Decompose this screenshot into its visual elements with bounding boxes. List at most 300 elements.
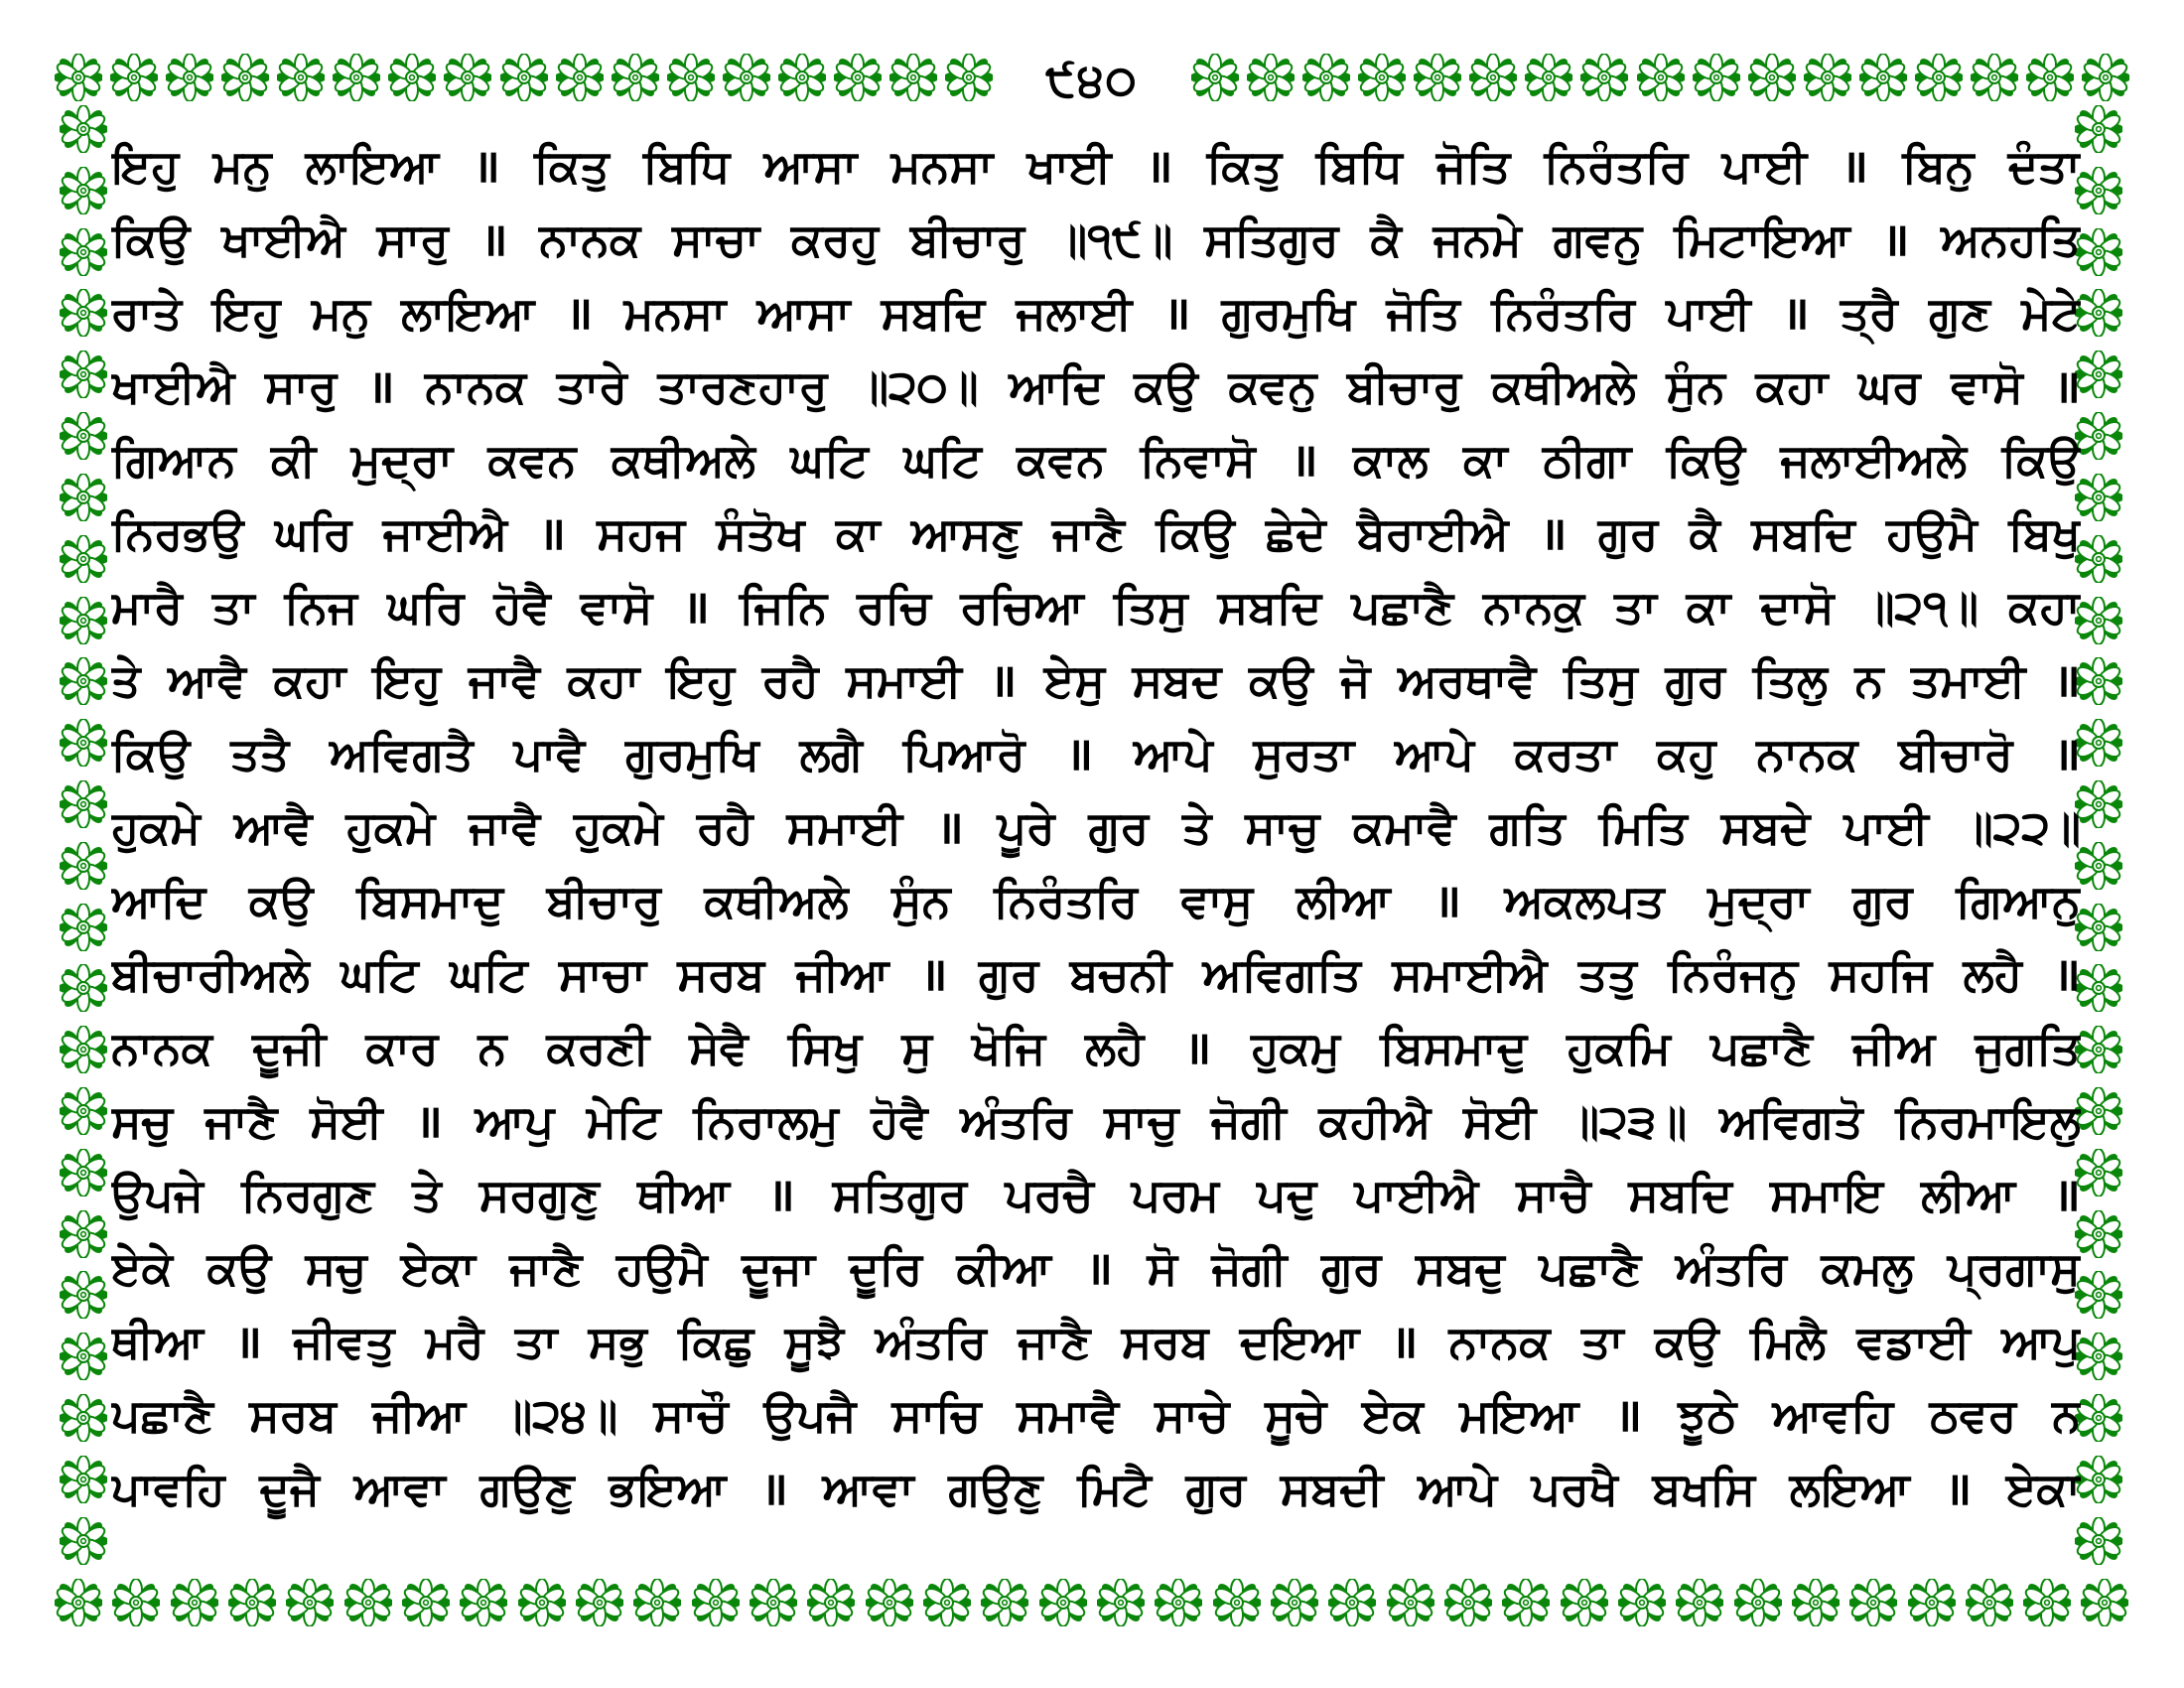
word: ਲਗੈ bbox=[799, 727, 863, 780]
word: ਮਇਆ bbox=[1459, 1388, 1579, 1442]
word: ਸੁਰਤਾ bbox=[1253, 727, 1355, 780]
word: ਸੁੰਨ bbox=[891, 874, 951, 927]
word: ਬਿਨੁ bbox=[1902, 139, 1975, 193]
word: ਮਾਰੈ bbox=[111, 580, 183, 633]
flower-ornament-icon bbox=[633, 1579, 681, 1626]
flower-ornament-icon bbox=[923, 1579, 971, 1626]
flower-ornament-icon bbox=[60, 105, 107, 153]
word: ਪਰਖੈ bbox=[1531, 1462, 1618, 1515]
word: ਕਥੀਅਲੇ bbox=[704, 874, 849, 927]
word: ਨਿਵਾਸੋ bbox=[1140, 433, 1256, 487]
flower-ornament-icon bbox=[60, 842, 107, 890]
flower-ornament-icon bbox=[2075, 1333, 2122, 1380]
flower-ornament-icon bbox=[60, 780, 107, 828]
text-line bbox=[111, 864, 2081, 937]
word: ਸਰਬ bbox=[1121, 1315, 1209, 1368]
word: ਤਤੁ bbox=[1577, 947, 1637, 1001]
word: ਤਿਸੁ bbox=[1563, 653, 1638, 707]
word: ਸਾਚਿ bbox=[891, 1388, 982, 1442]
word: ਜੋਤਿ bbox=[1436, 139, 1511, 193]
flower-ornament-icon bbox=[286, 1579, 334, 1626]
word: ਸਾਚੇ bbox=[1155, 1388, 1230, 1442]
flower-ornament-icon bbox=[1966, 1579, 2013, 1626]
flower-ornament-icon bbox=[60, 719, 107, 767]
word: ਸੂਚੇ bbox=[1265, 1388, 1326, 1442]
word: ਕਾ bbox=[836, 506, 881, 560]
word: ॥ bbox=[1145, 139, 1173, 193]
flower-ornament-icon bbox=[60, 1087, 107, 1135]
flower-ornament-icon bbox=[1908, 1579, 1956, 1626]
text-line bbox=[111, 717, 2081, 790]
word: ਗੁਰਮੁਖਿ bbox=[1221, 286, 1356, 340]
flower-ornament-icon bbox=[2075, 1271, 2122, 1319]
word: ਕਮਾਵੈ bbox=[1352, 800, 1456, 854]
word: ਕਿਤੁ bbox=[534, 139, 610, 193]
word: ॥ bbox=[366, 359, 395, 413]
word: ਅੰਤਰਿ bbox=[1675, 1241, 1788, 1295]
flower-ornament-icon bbox=[333, 54, 380, 101]
word: ਪਦੁ bbox=[1257, 1168, 1317, 1221]
word: ਜਾਵੈ bbox=[469, 800, 541, 854]
word: ਜਾਣੈ bbox=[1051, 506, 1125, 560]
text-line bbox=[111, 1011, 2081, 1084]
word: ਸਰਗੁਣੁ bbox=[478, 1168, 600, 1221]
word: ਸੂਝੈ bbox=[784, 1315, 845, 1368]
flower-ornament-icon bbox=[2075, 228, 2122, 276]
word: ਲਾਇਆ bbox=[305, 139, 439, 193]
word: ਅਰਥਾਵੈ bbox=[1398, 653, 1537, 707]
word: ਸੋਈ bbox=[310, 1094, 383, 1148]
word: ਤਾ bbox=[1614, 580, 1657, 633]
flower-ornament-icon bbox=[112, 1579, 160, 1626]
word: ਜਨਮੇ bbox=[1433, 212, 1522, 266]
word: ਦੂਰਿ bbox=[849, 1241, 923, 1295]
flower-ornament-icon bbox=[692, 1579, 740, 1626]
word: ਦੂਜੀ bbox=[252, 1021, 327, 1074]
flower-ornament-icon bbox=[444, 54, 491, 101]
word: ਗੁਰ bbox=[1665, 653, 1725, 707]
flower-ornament-icon bbox=[723, 54, 770, 101]
flower-ornament-icon bbox=[1849, 1579, 1897, 1626]
word: ਲੀਆ bbox=[1296, 874, 1391, 927]
word: ਲਾਇਆ bbox=[401, 286, 535, 340]
word: ਗੁਰਮੁਖਿ bbox=[624, 727, 759, 780]
word: ਗਉਣੁ bbox=[948, 1462, 1043, 1515]
word: ਜੀਅ bbox=[1852, 1021, 1936, 1074]
word: ॥ bbox=[1881, 212, 1910, 266]
flower-ornament-icon bbox=[60, 657, 107, 705]
word: ਭਇਆ bbox=[609, 1462, 727, 1515]
flower-ornament-icon bbox=[2075, 412, 2122, 460]
word: ਤ੍ਰੈ bbox=[1840, 286, 1898, 340]
word: ਸਾਚਾ bbox=[558, 947, 646, 1001]
flower-ornament-icon bbox=[60, 474, 107, 521]
word: ਤਿਲੁ bbox=[1752, 653, 1828, 707]
word: ਸੰਤੋਖ bbox=[716, 506, 805, 560]
word: ਪ੍ਰਗਾਸੁ bbox=[1947, 1241, 2081, 1295]
word: ਹੁਕਮੇ bbox=[345, 800, 436, 854]
flower-ornament-icon bbox=[2075, 289, 2122, 337]
word: ਸੇਵੈ bbox=[689, 1021, 749, 1074]
word: ਅਵਿਗਤੋ bbox=[1718, 1094, 1863, 1148]
flower-ornament-icon bbox=[778, 54, 826, 101]
word: ਬਿਧਿ bbox=[642, 139, 731, 193]
word: ਕਉ bbox=[1654, 1315, 1719, 1368]
word: ਥੀਆ bbox=[111, 1315, 205, 1368]
flower-ornament-icon bbox=[60, 904, 107, 951]
flower-ornament-icon bbox=[1580, 54, 1628, 101]
word: ਰਹੈ bbox=[696, 800, 753, 854]
word: ਆਵਹਿ bbox=[1772, 1388, 1894, 1442]
word: ਤਾਰਣਹਾਰੁ bbox=[657, 359, 828, 413]
word: ਤੇ bbox=[1181, 800, 1212, 854]
word: ਜੀਆ bbox=[372, 1388, 467, 1442]
word: ਆਪੁ bbox=[475, 1094, 555, 1148]
flower-ornament-icon bbox=[60, 1210, 107, 1258]
word: ਲਇਆ bbox=[1789, 1462, 1910, 1515]
word: ਕਿਉ bbox=[1156, 506, 1235, 560]
word: ॥ bbox=[2053, 359, 2081, 413]
word: ਨਿਰੰਜਨੁ bbox=[1668, 947, 1799, 1001]
word: ਗਿਆਨ bbox=[111, 433, 236, 487]
word: ਮਿਲੈ bbox=[1749, 1315, 1827, 1368]
word: ਕਵਨ bbox=[487, 433, 577, 487]
word: ॥੨੦॥ bbox=[858, 359, 979, 413]
word: ਨ bbox=[2052, 1388, 2081, 1442]
word: ਲੀਆ bbox=[1921, 1168, 2016, 1221]
word: ॥੨੧॥ bbox=[1863, 580, 1979, 633]
flower-ornament-icon bbox=[1748, 54, 1796, 101]
word: ॥ bbox=[989, 653, 1018, 707]
flower-ornament-icon bbox=[556, 54, 604, 101]
word: ਨਿਰਭਉ bbox=[111, 506, 244, 560]
word: ਏਕਾ bbox=[400, 1241, 476, 1295]
flower-ornament-icon bbox=[60, 1333, 107, 1380]
word: ਪਛਾਣੈ bbox=[111, 1388, 213, 1442]
word: ਸਬਦੇ bbox=[1720, 800, 1811, 854]
word: ਘਰ bbox=[1857, 359, 1921, 413]
word: ਪਾਈ bbox=[1843, 800, 1929, 854]
flower-ornament-icon bbox=[221, 54, 269, 101]
flower-ornament-icon bbox=[60, 1394, 107, 1442]
word: ਖਾਈਐ bbox=[111, 359, 235, 413]
word: ॥ bbox=[919, 947, 948, 1001]
word: ਥੀਆ bbox=[636, 1168, 731, 1221]
flower-ornament-icon bbox=[2023, 1579, 2071, 1626]
flower-ornament-icon bbox=[60, 167, 107, 214]
word: ਕਹੀਐ bbox=[1318, 1094, 1432, 1148]
flower-ornament-icon bbox=[1328, 1579, 1376, 1626]
word: ਸਮਾਈਐ bbox=[1392, 947, 1548, 1001]
word: ਸੁੰਨ bbox=[1666, 359, 1725, 413]
border-top bbox=[55, 50, 2129, 105]
word: ਮਿਟੈ bbox=[1077, 1462, 1152, 1515]
word: ਜਲਾਈ bbox=[1016, 286, 1133, 340]
word: ਸੋ bbox=[1147, 1241, 1178, 1295]
flower-ornament-icon bbox=[807, 1579, 855, 1626]
word: ॥ bbox=[1162, 286, 1191, 340]
word: ॥ bbox=[415, 1094, 443, 1148]
text-line bbox=[111, 1305, 2081, 1378]
text-line bbox=[111, 643, 2081, 717]
word: ਬੀਚਾਰੀਅਲੇ bbox=[111, 947, 310, 1001]
word: ਉਪਜੇ bbox=[111, 1168, 204, 1221]
text-line bbox=[111, 1158, 2081, 1231]
word: ਅੰਤਰਿ bbox=[875, 1315, 987, 1368]
word: ਨਿਰੰਤਰਿ bbox=[1544, 139, 1689, 193]
flower-ornament-icon bbox=[1358, 54, 1406, 101]
word: ਜਾਣੈ bbox=[205, 1094, 278, 1148]
word: ਜਾਈਐ bbox=[382, 506, 508, 560]
flower-ornament-icon bbox=[2075, 105, 2122, 153]
word: ਸੋਈ bbox=[1463, 1094, 1537, 1148]
flower-ornament-icon bbox=[2075, 1026, 2122, 1073]
word: ॥ bbox=[565, 286, 594, 340]
word: ਮੇਟੇ bbox=[2021, 286, 2081, 340]
word: ਕਾ bbox=[1686, 580, 1731, 633]
word: ਆਵਾ bbox=[822, 1462, 914, 1515]
word: ਜਾਣੈ bbox=[1018, 1315, 1091, 1368]
word: ਸਹਜਿ bbox=[1829, 947, 1933, 1001]
flower-ornament-icon bbox=[1302, 54, 1350, 101]
word: ਘਟਿ bbox=[341, 947, 419, 1001]
word: ਨਿਰੰਤਰਿ bbox=[994, 874, 1138, 927]
text-line bbox=[111, 350, 2081, 423]
flower-ornament-icon bbox=[866, 1579, 913, 1626]
word: ਲਹੈ bbox=[1963, 947, 2022, 1001]
word: ਜਲਾਈਅਲੇ bbox=[1780, 433, 1968, 487]
word: ॥ bbox=[1291, 433, 1318, 487]
word: ਸਾਚੁ bbox=[1104, 1094, 1179, 1148]
flower-ornament-icon bbox=[55, 54, 102, 101]
word: ਆਪੁ bbox=[2001, 1315, 2081, 1368]
word: ਨਿਰੰਤਰਿ bbox=[1491, 286, 1635, 340]
word: ਦੂਜਾ bbox=[742, 1241, 815, 1295]
word: ਮਨੁ bbox=[212, 139, 272, 193]
word: ਨਾਨਕ bbox=[1756, 727, 1858, 780]
word: ਨਾਨਕ bbox=[539, 212, 641, 266]
word: ਪਾਈ bbox=[1721, 139, 1808, 193]
word: ਹਉਮੈ bbox=[1886, 506, 1978, 560]
word: ਅਵਿਗਤੈ bbox=[330, 727, 474, 780]
word: ਪਾਵਹਿ bbox=[111, 1462, 225, 1515]
text-line bbox=[111, 276, 2081, 350]
word: ॥ bbox=[767, 1168, 795, 1221]
word: ਵਾਸੁ bbox=[1180, 874, 1254, 927]
flower-ornament-icon bbox=[460, 1579, 507, 1626]
flower-ornament-icon bbox=[2075, 597, 2122, 644]
word: ਗੁਰ bbox=[1597, 506, 1659, 560]
word: ਨਿਰਮਾਇਲੁ bbox=[1895, 1094, 2081, 1148]
text-line bbox=[111, 203, 2081, 276]
word: ਨ bbox=[478, 1021, 507, 1074]
word: ਬੀਚਾਰੁ bbox=[1346, 359, 1462, 413]
word: ਜਾਵੈ bbox=[468, 653, 540, 707]
flower-ornament-icon bbox=[2075, 1210, 2122, 1258]
flower-ornament-icon bbox=[60, 1026, 107, 1073]
flower-ornament-icon bbox=[2075, 474, 2122, 521]
text-line bbox=[111, 1452, 2081, 1525]
word: ਤਾ bbox=[1580, 1315, 1624, 1368]
flower-ornament-icon bbox=[1792, 1579, 1840, 1626]
word: ਆਪੇ bbox=[1395, 727, 1474, 780]
flower-ornament-icon bbox=[1271, 1579, 1318, 1626]
word: ਮੇਟਿ bbox=[586, 1094, 661, 1148]
word: ਇਹੁ bbox=[111, 139, 180, 193]
word: ਜੋਤਿ bbox=[1386, 286, 1460, 340]
flower-ornament-icon bbox=[1971, 54, 2018, 101]
word: ॥੨੪॥ bbox=[501, 1388, 618, 1442]
word: ॥ bbox=[682, 580, 710, 633]
word: ॥ bbox=[2053, 727, 2081, 780]
border-bottom bbox=[55, 1575, 2129, 1630]
word: ਕਾਰ bbox=[365, 1021, 439, 1074]
word: ਸਚੁ bbox=[111, 1094, 173, 1148]
flower-ornament-icon bbox=[1804, 54, 1851, 101]
word: ਸਰਬ bbox=[677, 947, 765, 1001]
flower-ornament-icon bbox=[2081, 1579, 2128, 1626]
word: ਸਚੁ bbox=[305, 1241, 367, 1295]
flower-ornament-icon bbox=[60, 597, 107, 644]
word: ॥ bbox=[2053, 1168, 2081, 1221]
word: ਆਵੈ bbox=[233, 800, 313, 854]
word: ॥ bbox=[2053, 653, 2081, 707]
word: ॥ bbox=[473, 139, 500, 193]
flower-ornament-icon bbox=[60, 535, 107, 583]
flower-ornament-icon bbox=[1213, 1579, 1261, 1626]
word: ਠਵਰ bbox=[1929, 1388, 2017, 1442]
word: ॥ bbox=[1539, 506, 1568, 560]
flower-ornament-icon bbox=[2075, 1456, 2122, 1503]
word: ॥ bbox=[1944, 1462, 1973, 1515]
word: ॥ bbox=[1085, 1241, 1113, 1295]
word: ਸਬਦਿ bbox=[1751, 506, 1855, 560]
word: ਕਹਾ bbox=[273, 653, 346, 707]
word: ਗਉਣੁ bbox=[479, 1462, 575, 1515]
word: ਰਹੈ bbox=[761, 653, 819, 707]
flower-ornament-icon bbox=[750, 1579, 797, 1626]
word: ਠੀਗਾ bbox=[1542, 433, 1632, 487]
word: ਸੁ bbox=[901, 1021, 933, 1074]
word: ਪਿਆਰੋ bbox=[902, 727, 1025, 780]
word: ਇਹੁ bbox=[212, 286, 281, 340]
word: ਆਵੈ bbox=[168, 653, 246, 707]
text-line bbox=[111, 570, 2081, 643]
word: ਪਛਾਣੈ bbox=[1710, 1021, 1813, 1074]
word: ਕੀਆ bbox=[956, 1241, 1051, 1295]
word: ਕਿਛੁ bbox=[677, 1315, 754, 1368]
flower-ornament-icon bbox=[889, 54, 937, 101]
word: ਕਰਣੀ bbox=[546, 1021, 650, 1074]
flower-ornament-icon bbox=[1469, 54, 1517, 101]
word: ਗਿਆਨੁ bbox=[1956, 874, 2081, 927]
word: ਕਹਾ bbox=[2008, 580, 2081, 633]
word: ਖੋਜਿ bbox=[972, 1021, 1046, 1074]
flower-ornament-icon bbox=[2075, 904, 2122, 951]
word: ਜਾਣੈ bbox=[509, 1241, 583, 1295]
flower-ornament-icon bbox=[518, 1579, 566, 1626]
word: ਬਿਧਿ bbox=[1315, 139, 1403, 193]
word: ਆਦਿ bbox=[1009, 359, 1104, 413]
word: ਦਇਆ bbox=[1239, 1315, 1360, 1368]
word: ਕਰਹੁ bbox=[791, 212, 880, 266]
word: ਤਾ bbox=[514, 1315, 558, 1368]
word: ਤਾਰੇ bbox=[556, 359, 627, 413]
word: ਕਉ bbox=[1249, 653, 1313, 707]
word: ਕਹਾ bbox=[567, 653, 640, 707]
word: ਨਾਨਕ bbox=[425, 359, 527, 413]
word: ਸਮਾਇ bbox=[1770, 1168, 1884, 1221]
word: ਅਕਲਪਤ bbox=[1504, 874, 1665, 927]
word: ਗੁਰ bbox=[1320, 1241, 1382, 1295]
word: ਸਮਾਵੈ bbox=[1017, 1388, 1120, 1442]
flower-ornament-icon bbox=[2075, 1394, 2122, 1442]
word: ਅੰਤਰਿ bbox=[960, 1094, 1072, 1148]
word: ਘਟਿ bbox=[450, 947, 528, 1001]
word: ਗਵਨੁ bbox=[1553, 212, 1643, 266]
word: ਮਨੁ bbox=[311, 286, 370, 340]
word: ॥ bbox=[936, 800, 964, 854]
word: ਹੋਵੈ bbox=[871, 1094, 928, 1148]
flower-ornament-icon bbox=[60, 1456, 107, 1503]
flower-ornament-icon bbox=[612, 54, 659, 101]
flower-ornament-icon bbox=[60, 1149, 107, 1196]
flower-ornament-icon bbox=[55, 1579, 102, 1626]
word: ਕਿਉ bbox=[1666, 433, 1746, 487]
word: ਅਨਹਤਿ bbox=[1941, 212, 2081, 266]
flower-ornament-icon bbox=[2082, 54, 2129, 101]
border-right bbox=[2075, 105, 2122, 1565]
word: ਸਾਚਾ bbox=[672, 212, 760, 266]
word: ਪਾਵੈ bbox=[513, 727, 586, 780]
word: ਝੂਠੇ bbox=[1678, 1388, 1737, 1442]
word: ਬਿਖੁ bbox=[2008, 506, 2081, 560]
flower-ornament-icon bbox=[60, 964, 107, 1012]
word: ਕੈ bbox=[1689, 506, 1720, 560]
word: ਸਾਚੁ bbox=[1245, 800, 1320, 854]
word: ਨਾਨਕ bbox=[1448, 1315, 1551, 1368]
word: ਬਿਸਮਾਦੁ bbox=[1380, 1021, 1528, 1074]
word: ਤਮਾਈ bbox=[1911, 653, 2026, 707]
word: ॥ bbox=[2053, 947, 2081, 1001]
word: ਰਾਤੇ bbox=[111, 286, 183, 340]
word: ਤਾ bbox=[211, 580, 255, 633]
word: ਖਾਈ bbox=[1026, 139, 1112, 193]
word: ਵਡਾਈ bbox=[1856, 1315, 1971, 1368]
word: ਗੁਣ bbox=[1929, 286, 1990, 340]
flower-ornament-icon bbox=[2075, 1517, 2122, 1565]
word: ਬਖਸਿ bbox=[1652, 1462, 1755, 1515]
word: ਆਵਾ bbox=[353, 1462, 446, 1515]
word: ਸਾਚੌ bbox=[653, 1388, 729, 1442]
flower-ornament-icon bbox=[1618, 1579, 1666, 1626]
flower-ornament-icon bbox=[344, 1579, 392, 1626]
word: ਸਮਾਈ bbox=[846, 653, 962, 707]
word: ਪਾਈਐ bbox=[1354, 1168, 1479, 1221]
word: ਮਰੈ bbox=[425, 1315, 484, 1368]
word: ॥ bbox=[1433, 874, 1461, 927]
flower-ornament-icon bbox=[1387, 1579, 1434, 1626]
word: ਕੈ bbox=[1370, 212, 1402, 266]
word: ਨਿਰਾਲਮੁ bbox=[693, 1094, 839, 1148]
flower-ornament-icon bbox=[2075, 657, 2122, 705]
word: ਪਰਮ bbox=[1131, 1168, 1220, 1221]
word: ਗਤਿ bbox=[1489, 800, 1566, 854]
word: ਘਟਿ bbox=[903, 433, 982, 487]
word: ॥੨੩॥ bbox=[1569, 1094, 1688, 1148]
word: ਸਹਜ bbox=[597, 506, 686, 560]
word: ਇਹੁ bbox=[666, 653, 736, 707]
